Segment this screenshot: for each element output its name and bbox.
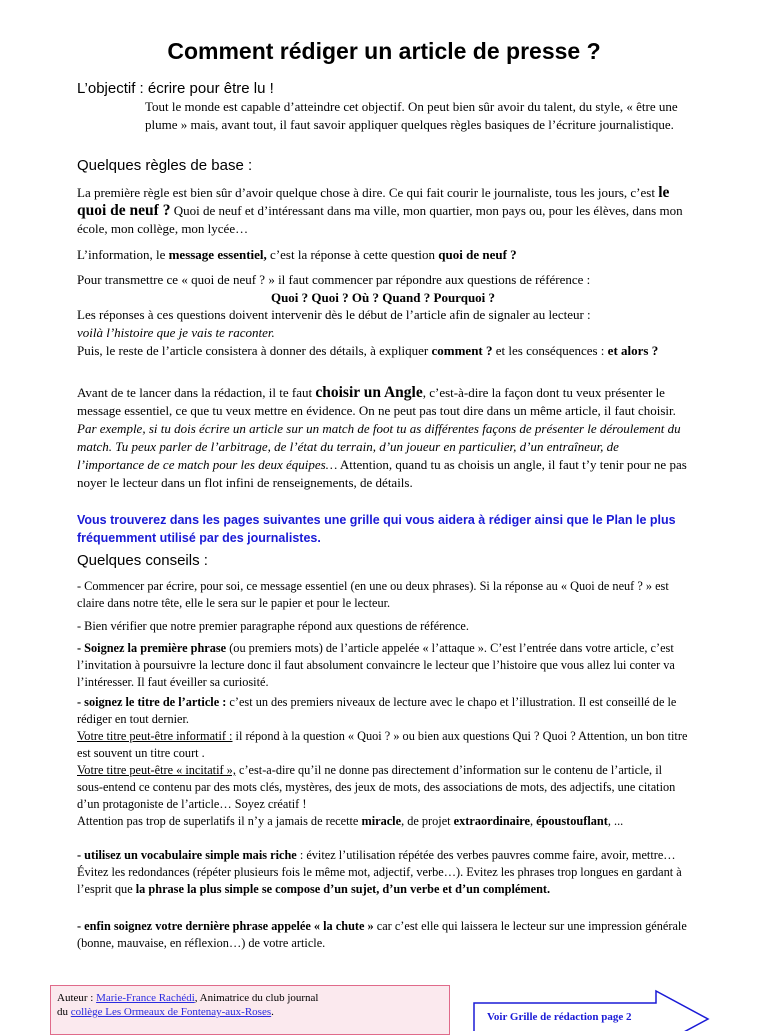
grille-notice: Vous trouverez dans les pages suivantes une grille qui vous aidera à rédiger ainsi que le Plan le plus fréquemment utilisé par des journalistes. xyxy=(77,513,676,545)
regles-paragraph-4: Les réponses à ces questions doivent intervenir dès le début de l’article afin de signaler au lecteur : voilà l’histoire que je vais te raconter. Puis, le reste de l’article consistera à donner des détails, à expliquer comment ? et les conséquences : et alors ? xyxy=(77,307,659,358)
school-link[interactable]: collège Les Ormeaux de Fontenay-aux-Roses xyxy=(70,1006,272,1018)
author-link[interactable]: Marie-France Rachédi xyxy=(96,992,195,1004)
section-heading-objectif: L’objectif : écrire pour être lu ! xyxy=(77,80,274,97)
section-heading-regles: Quelques règles de base : xyxy=(77,157,253,174)
objectif-paragraph: Tout le monde est capable d’atteindre cet objectif. On peut bien sûr avoir du talent, du style, « être une plume » mais, avant tout, il faut savoir appliquer quelques règles basiques de l’écriture journalistique. xyxy=(145,99,678,132)
conseil-5: - utilisez un vocabulaire simple mais riche : évitez l’utilisation répétée des verbes pauvres comme faire, avoir, mettre… Évitez les redondances (répéter plusieurs fois le même mot, adjectif, verbe…). Evitez les phrases trop longues en gardant à l’esprit que la phrase la plus simple se compose d’un sujet, d’un verbe et d’un complément. xyxy=(77,848,682,896)
conseil-3: - Soignez la première phrase (ou premiers mots) de l’article appelée « l’attaque ». C’est l’entrée dans votre article, c’est l’invitation à poursuivre la lecture donc il faut absolument convaincre le lecteur que l’histoire que vous allez lui conter va l’intéresser. Il faut éveiller sa curiosité. xyxy=(77,641,675,689)
regles-paragraph-3: Pour transmettre ce « quoi de neuf ? » il faut commencer par répondre aux questions de référence : Quoi ? Quoi ? Où ? Quand ? Pourquoi ? xyxy=(77,271,689,307)
conseil-6: - enfin soignez votre dernière phrase appelée « la chute » car c’est elle qui laissera le lecteur sur une impression générale (bonne, mauvaise, en réflexion…) de votre article. xyxy=(77,919,687,950)
conseil-1: - Commencer par écrire, pour soi, ce message essentiel (en une ou deux phrases). Si la réponse au « Quoi de neuf ? » est claire dans notre tête, elle le sera sur le papier et pour le lecteur. xyxy=(77,579,669,610)
conseil-2: - Bien vérifier que notre premier paragraphe répond aux questions de référence. xyxy=(77,619,469,633)
next-page-arrow-icon[interactable] xyxy=(468,989,768,1031)
page-title: Comment rédiger un article de presse ? xyxy=(167,38,601,64)
next-page-button[interactable]: Voir Grille de rédaction page 2 xyxy=(487,1011,632,1023)
conseil-4: - soignez le titre de l’article : c’est un des premiers niveaux de lecture avec le chapo et l’illustration. Il est conseillé de le rédiger en tout dernier. Votre titre peut-être informatif : il répond à la question « Quoi ? » ou bien aux questions Qui ? Quoi ? Attention, un bon titre est souvent un titre court . Votre titre peut-être « incitatif », c’est-a-dire qu’il ne donne pas directement d’information sur le contenu de l’article, il sous-entend ce contenu par des mots clés, mystères, des jeux de mots, des associations de mots, des adjectifs, une citation d’un protagoniste de l’article… Soyez créatif ! Attention pas trop de superlatifs il n’y a jamais de recette miracle, de projet extraordinaire, époustouflant, ... xyxy=(77,695,688,828)
angle-paragraph: Avant de te lancer dans la rédaction, il te faut choisir un Angle, c’est-à-dire la façon dont tu veux présenter le message essentiel, ce que tu veux mettre en évidence. On ne peut pas tout dire dans un même article, il faut choisir. Par exemple, si tu dois écrire un article sur un match de foot tu as différentes façons de présenter le déroulement du match. Tu peux parler de l’arbitrage, de l’état du terrain, d’un joueur en particulier, d’un entraîneur, de l’importance de ce match pour les deux équipes… Attention, quand tu as choisis un angle, il faut t’y tenir pour ne pas noyer le lecteur dans un flot infini de renseignements, de détails. xyxy=(77,384,687,490)
section-heading-conseils: Quelques conseils : xyxy=(77,552,208,569)
author-footer: Auteur : Marie-France Rachédi, Animatrice du club journal du collège Les Ormeaux de Fontenay-aux-Roses. xyxy=(50,985,450,1035)
regles-paragraph-2: L’information, le message essentiel, c’est la réponse à cette question quoi de neuf ? xyxy=(77,247,517,262)
regles-paragraph-1: La première règle est bien sûr d’avoir quelque chose à dire. Ce qui fait courir le journaliste, tous les jours, c’est le quoi de neuf ? Quoi de neuf et d’intéressant dans ma ville, mon quartier, mon pays ou, pour les élèves, dans mon école, mon collège, mon lycée… xyxy=(77,184,683,236)
reference-questions: Quoi ? Quoi ? Où ? Quand ? Pourquoi ? xyxy=(270,290,496,305)
